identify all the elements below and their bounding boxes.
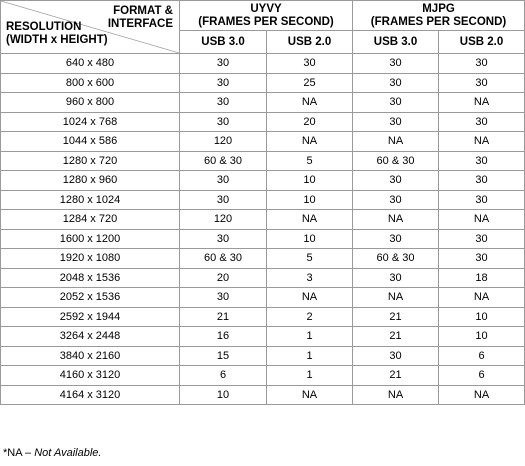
mjpg-usb3-cell: 30 xyxy=(353,229,439,249)
mjpg-usb3-cell: NA xyxy=(353,132,439,152)
mjpg-usb2-cell: NA xyxy=(439,93,525,113)
mjpg-title: MJPG xyxy=(422,2,455,15)
uyvy-usb3-cell: 60 & 30 xyxy=(180,249,267,269)
table-row xyxy=(1,385,525,405)
table-row xyxy=(1,268,525,288)
mjpg-usb3-cell: 21 xyxy=(353,327,439,347)
resolution-cell: 3840 x 2160 xyxy=(1,346,180,366)
resolution-label xyxy=(6,21,108,47)
mjpg-usb3-cell: NA xyxy=(353,288,439,308)
uyvy-usb3-cell: 10 xyxy=(180,385,267,405)
table-row xyxy=(1,249,525,269)
mjpg-usb3-cell: NA xyxy=(353,385,439,405)
uyvy-usb3-cell: 30 xyxy=(180,229,267,249)
mjpg-usb2-cell: 10 xyxy=(439,327,525,347)
mjpg-usb3-cell: 30 xyxy=(353,346,439,366)
mjpg-usb2-cell: 18 xyxy=(439,268,525,288)
mjpg-usb3-cell: 30 xyxy=(353,93,439,113)
resolution-cell: 2048 x 1536 xyxy=(1,268,180,288)
uyvy-usb2-cell: 1 xyxy=(267,327,353,347)
uyvy-title: UYVY xyxy=(250,2,282,15)
uyvy-usb3-cell: 21 xyxy=(180,307,267,327)
uyvy-usb3-cell: 30 xyxy=(180,93,267,113)
mjpg-usb2-cell: 30 xyxy=(439,54,525,74)
mjpg-usb3-cell: NA xyxy=(353,210,439,230)
uyvy-usb2-cell: NA xyxy=(267,132,353,152)
mjpg-usb2-cell: 30 xyxy=(439,73,525,93)
mjpg-usb2-cell: 6 xyxy=(439,366,525,386)
resolution-cell: 800 x 600 xyxy=(1,73,180,93)
uyvy-usb3-cell: 30 xyxy=(180,73,267,93)
resolution-cell: 4160 x 3120 xyxy=(1,366,180,386)
table-row xyxy=(1,73,525,93)
footnote-prefix: *NA – xyxy=(3,447,35,459)
resolution-cell: 1280 x 720 xyxy=(1,151,180,171)
mjpg-usb3-cell: 60 & 30 xyxy=(353,151,439,171)
table-row xyxy=(1,210,525,230)
uyvy-usb2-cell: 25 xyxy=(267,73,353,93)
mjpg-usb2-cell: NA xyxy=(439,288,525,308)
resolution-cell: 4164 x 3120 xyxy=(1,385,180,405)
table-row xyxy=(1,171,525,191)
mjpg-usb2-header: USB 2.0 xyxy=(439,31,525,54)
uyvy-usb3-cell: 120 xyxy=(180,132,267,152)
uyvy-usb3-cell: 6 xyxy=(180,366,267,386)
table-row xyxy=(1,151,525,171)
uyvy-usb3-cell: 30 xyxy=(180,288,267,308)
resolution-cell: 1920 x 1080 xyxy=(1,249,180,269)
mjpg-usb3-cell: 30 xyxy=(353,190,439,210)
uyvy-usb2-cell: 10 xyxy=(267,190,353,210)
mjpg-usb3-cell: 30 xyxy=(353,171,439,191)
interface-label: INTERFACE xyxy=(107,18,173,30)
resolution-label-line1: RESOLUTION xyxy=(6,21,82,33)
table-row xyxy=(1,229,525,249)
uyvy-group-header xyxy=(180,1,353,31)
uyvy-usb2-cell: 20 xyxy=(267,112,353,132)
uyvy-usb2-cell: 5 xyxy=(267,151,353,171)
uyvy-usb2-cell: 1 xyxy=(267,366,353,386)
mjpg-usb2-cell: 30 xyxy=(439,171,525,191)
mjpg-usb2-cell: 30 xyxy=(439,249,525,269)
mjpg-usb3-cell: 60 & 30 xyxy=(353,249,439,269)
mjpg-usb2-cell: 10 xyxy=(439,307,525,327)
uyvy-usb3-cell: 16 xyxy=(180,327,267,347)
resolution-cell: 3264 x 2448 xyxy=(1,327,180,347)
uyvy-usb2-cell: NA xyxy=(267,385,353,405)
mjpg-unit: (FRAMES PER SECOND) xyxy=(370,15,507,28)
resolution-cell: 960 x 800 xyxy=(1,93,180,113)
uyvy-usb2-cell: 2 xyxy=(267,307,353,327)
mjpg-group-header xyxy=(353,1,525,31)
resolution-cell: 1044 x 586 xyxy=(1,132,180,152)
footnote-text: Not Available. xyxy=(34,447,102,459)
resolution-cell: 1280 x 960 xyxy=(1,171,180,191)
resolution-cell: 1280 x 1024 xyxy=(1,190,180,210)
uyvy-usb3-cell: 15 xyxy=(180,346,267,366)
mjpg-usb3-header: USB 3.0 xyxy=(353,31,439,54)
uyvy-usb2-cell: NA xyxy=(267,288,353,308)
uyvy-usb3-cell: 120 xyxy=(180,210,267,230)
uyvy-usb2-cell: 3 xyxy=(267,268,353,288)
uyvy-usb2-header: USB 2.0 xyxy=(267,31,353,54)
mjpg-usb2-cell: 30 xyxy=(439,112,525,132)
uyvy-usb2-cell: 30 xyxy=(267,54,353,74)
table-row xyxy=(1,112,525,132)
uyvy-usb2-cell: 5 xyxy=(267,249,353,269)
resolution-cell: 2052 x 1536 xyxy=(1,288,180,308)
corner-header xyxy=(1,1,180,54)
mjpg-usb2-cell: NA xyxy=(439,385,525,405)
uyvy-usb3-cell: 20 xyxy=(180,268,267,288)
uyvy-usb2-cell: NA xyxy=(267,210,353,230)
resolution-cell: 2592 x 1944 xyxy=(1,307,180,327)
uyvy-usb2-cell: 10 xyxy=(267,229,353,249)
mjpg-usb3-cell: 21 xyxy=(353,366,439,386)
format-interface-label xyxy=(108,5,173,31)
uyvy-usb2-cell: 1 xyxy=(267,346,353,366)
uyvy-usb3-header: USB 3.0 xyxy=(180,31,267,54)
table-row xyxy=(1,190,525,210)
uyvy-usb3-cell: 30 xyxy=(180,112,267,132)
resolution-cell: 1024 x 768 xyxy=(1,112,180,132)
uyvy-unit: (FRAMES PER SECOND) xyxy=(198,15,334,28)
footnote xyxy=(3,447,101,459)
uyvy-usb2-cell: 10 xyxy=(267,171,353,191)
mjpg-usb3-cell: 21 xyxy=(353,307,439,327)
uyvy-usb3-cell: 30 xyxy=(180,54,267,74)
table-row xyxy=(1,93,525,113)
mjpg-usb3-cell: 30 xyxy=(353,73,439,93)
mjpg-usb2-cell: NA xyxy=(439,132,525,152)
mjpg-usb2-cell: 30 xyxy=(439,151,525,171)
uyvy-usb3-cell: 30 xyxy=(180,190,267,210)
mjpg-usb2-cell: NA xyxy=(439,210,525,230)
uyvy-usb3-cell: 30 xyxy=(180,171,267,191)
resolution-cell: 1600 x 1200 xyxy=(1,229,180,249)
resolution-cell: 640 x 480 xyxy=(1,54,180,74)
mjpg-usb3-cell: 30 xyxy=(353,112,439,132)
table-row xyxy=(1,288,525,308)
mjpg-usb3-cell: 30 xyxy=(353,54,439,74)
uyvy-usb3-cell: 60 & 30 xyxy=(180,151,267,171)
mjpg-usb2-cell: 30 xyxy=(439,229,525,249)
table-body xyxy=(1,54,525,405)
resolution-label-line2: (WIDTH x HEIGHT) xyxy=(6,34,108,46)
table-row xyxy=(1,54,525,74)
resolution-cell: 1284 x 720 xyxy=(1,210,180,230)
format-label: FORMAT & xyxy=(113,5,173,17)
mjpg-usb3-cell: 30 xyxy=(353,268,439,288)
table-row xyxy=(1,327,525,347)
table-row xyxy=(1,307,525,327)
table-row xyxy=(1,366,525,386)
uyvy-usb2-cell: NA xyxy=(267,93,353,113)
mjpg-usb2-cell: 30 xyxy=(439,190,525,210)
mjpg-usb2-cell: 6 xyxy=(439,346,525,366)
table-row xyxy=(1,346,525,366)
table-row xyxy=(1,132,525,152)
